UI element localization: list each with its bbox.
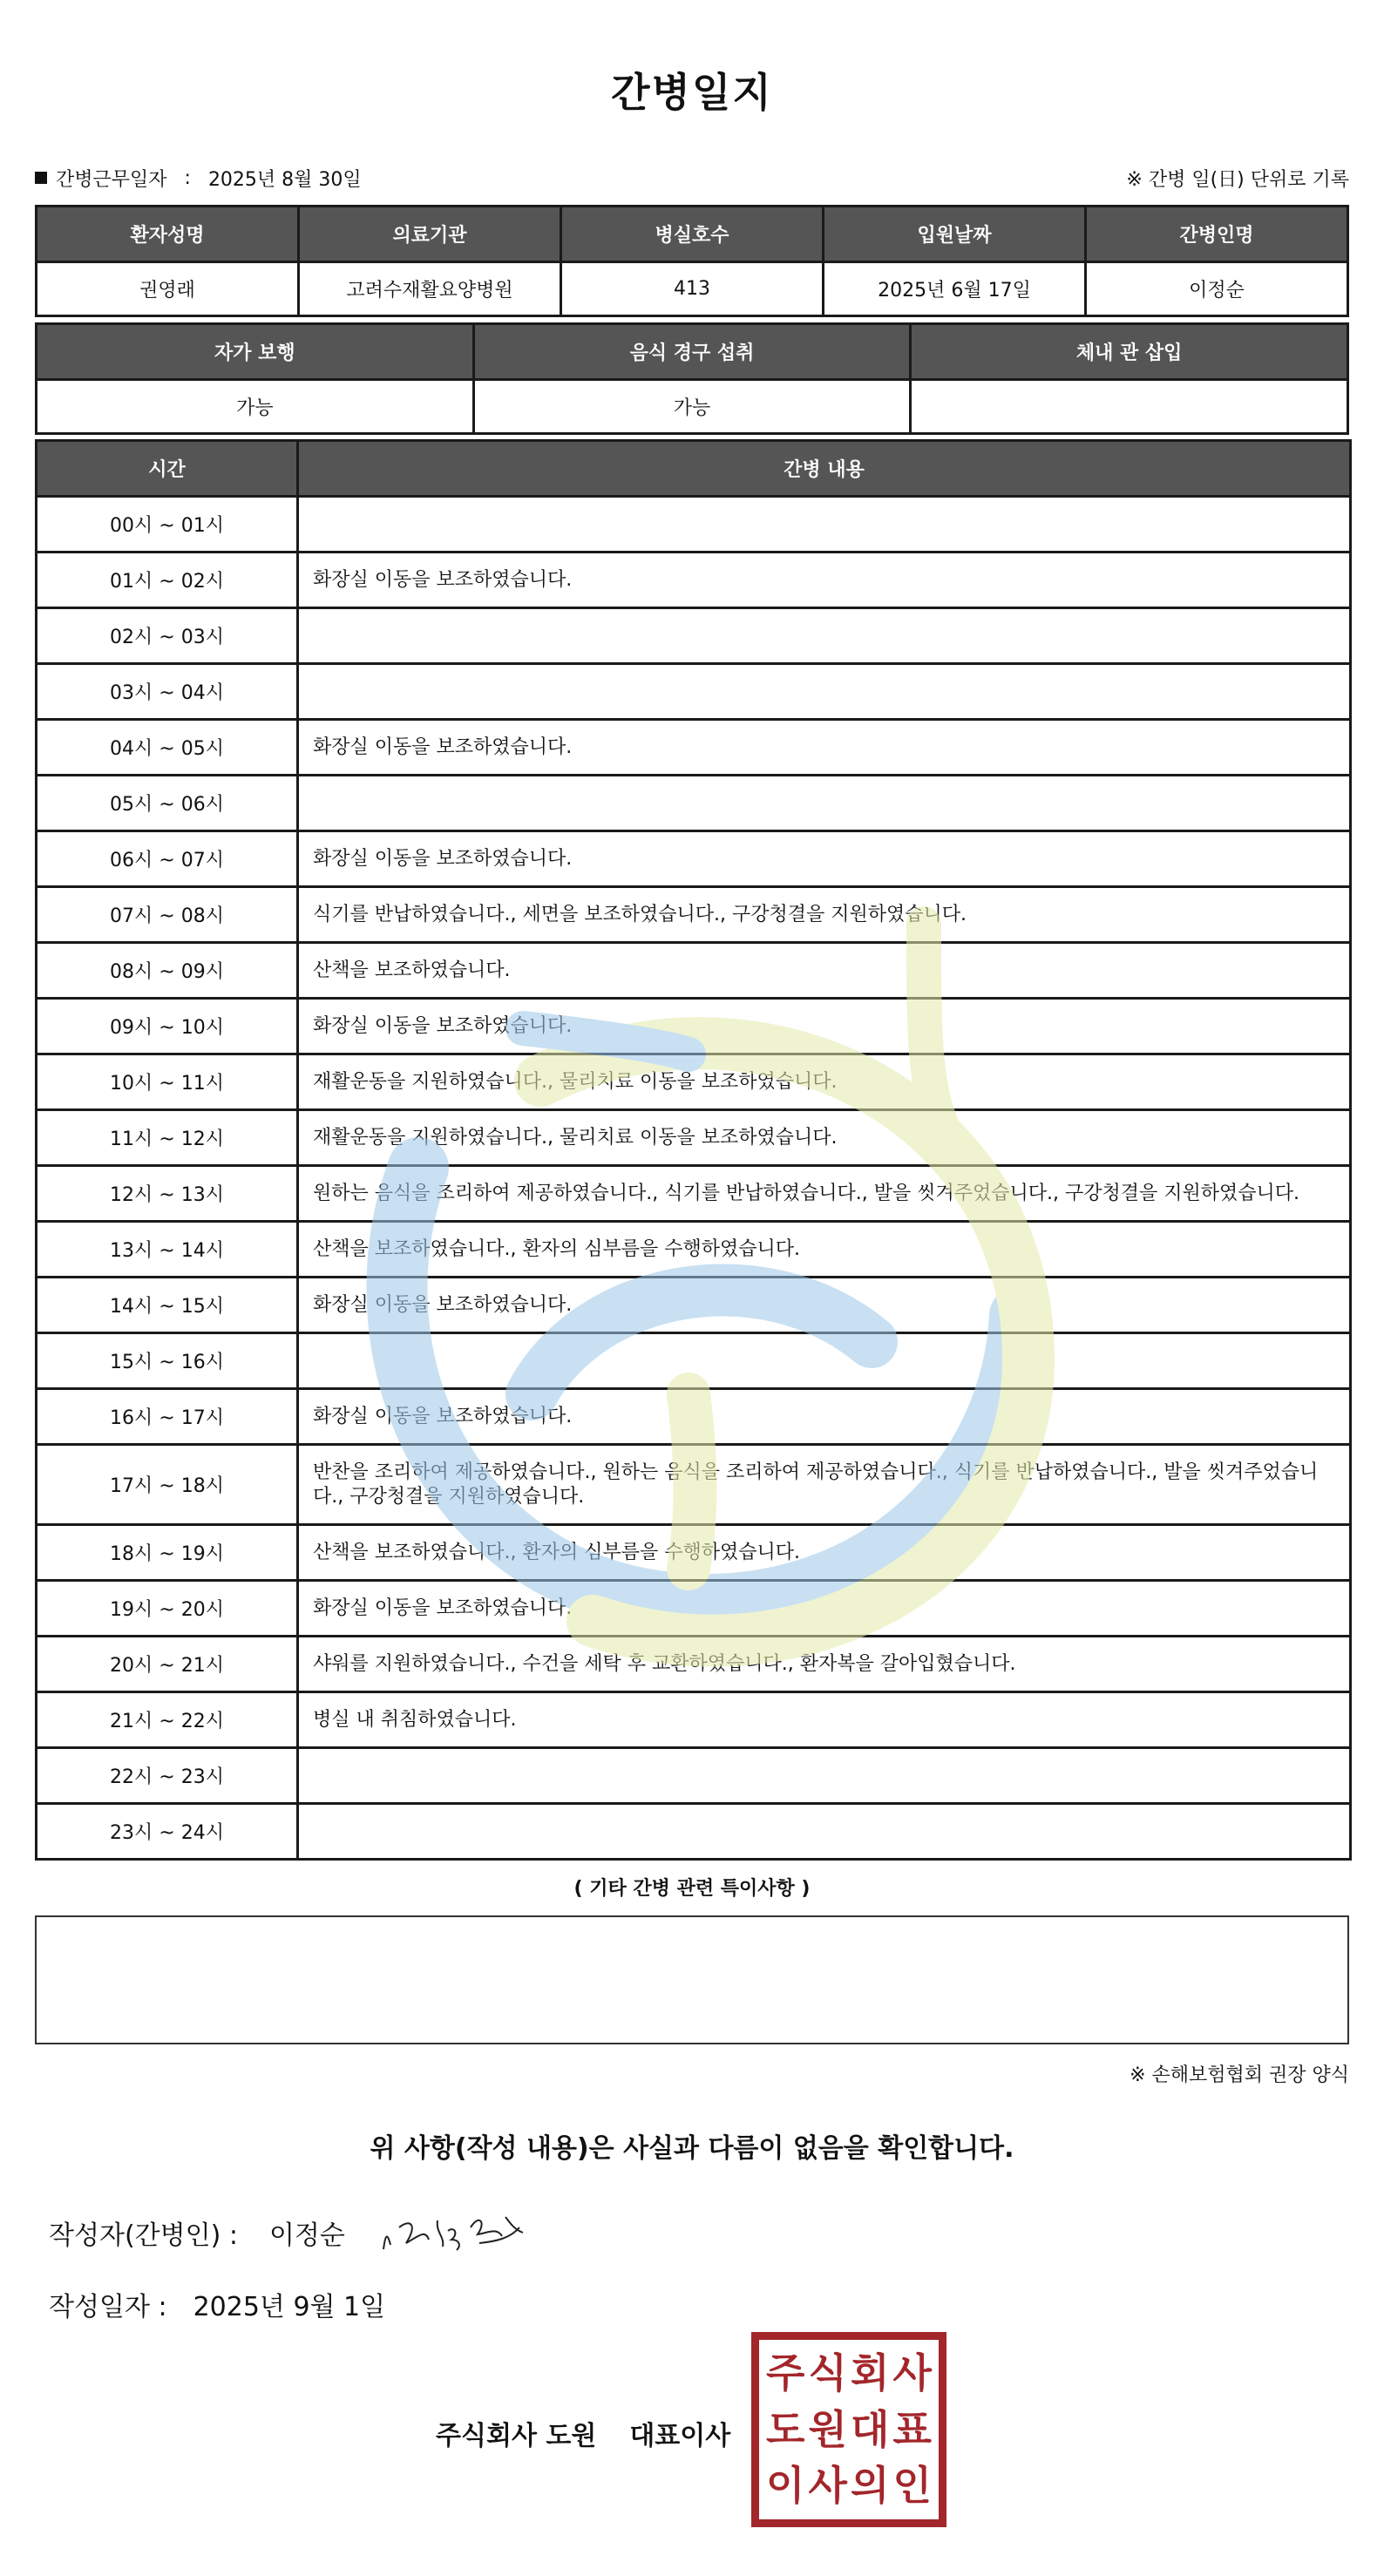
table-row: [37, 664, 1351, 720]
log-time: 05시 ~ 06시: [37, 776, 298, 831]
log-content: 반찬을 조리하여 제공하였습니다., 원하는 음식을 조리하여 제공하였습니다., 식기를 반납하였습니다., 발을 씻겨주었습니다., 구강청결을 지원하였습니다.: [298, 1445, 1351, 1525]
log-time: 09시 ~ 10시: [37, 999, 298, 1054]
log-time: 01시 ~ 02시: [37, 552, 298, 608]
company-name: 주식회사 도원: [436, 2421, 597, 2451]
log-time: 04시 ~ 05시: [37, 720, 298, 776]
log-time: 12시 ~ 13시: [37, 1166, 298, 1222]
document-title: 간병일지: [611, 69, 773, 116]
log-time: 17시 ~ 18시: [37, 1445, 298, 1525]
log-time: 18시 ~ 19시: [37, 1525, 298, 1581]
table-row: [37, 943, 1351, 999]
table-row: [37, 1278, 1351, 1333]
log-content: [298, 497, 1351, 552]
meta-row: [35, 160, 1349, 195]
admission-date: 2025년 6월 17일: [824, 262, 1086, 316]
log-content: 화장실 이동을 보조하였습니다.: [298, 999, 1351, 1054]
log-time: 16시 ~ 17시: [37, 1389, 298, 1445]
header-patient-name: 환자성명: [37, 207, 299, 262]
hospital-name: 고려수재활요양병원: [299, 262, 561, 316]
header-admission-date: 입원날짜: [824, 207, 1086, 262]
table-row: [37, 1445, 1351, 1525]
table-row: [37, 831, 1351, 887]
table-row: [37, 1637, 1351, 1692]
header-self-walking: 자가 보행: [37, 324, 474, 380]
patient-ability-table: [35, 322, 1349, 435]
log-content: 화장실 이동을 보조하였습니다.: [298, 1581, 1351, 1637]
self-walking-value: 가능: [37, 380, 474, 434]
oral-intake-value: 가능: [473, 380, 911, 434]
table-row: [37, 1333, 1351, 1389]
work-date-label: 간병근무일자: [56, 168, 167, 191]
header-caregiver-name: 간병인명: [1086, 207, 1348, 262]
log-time: 02시 ~ 03시: [37, 608, 298, 664]
log-content: 식기를 반납하였습니다., 세면을 보조하였습니다., 구강청결을 지원하였습니다.: [298, 887, 1351, 943]
ability-value-row: [37, 380, 1348, 434]
table-row: [37, 720, 1351, 776]
unit-note: ※ 간병 일(日) 단위로 기록: [1126, 168, 1349, 191]
log-content: 재활운동을 지원하였습니다., 물리치료 이동을 보조하였습니다.: [298, 1110, 1351, 1166]
writer-label: 작성자(간병인) :: [49, 2220, 238, 2251]
log-time: 23시 ~ 24시: [37, 1804, 298, 1860]
patient-info-value-row: [37, 262, 1348, 316]
patient-name: 권영래: [37, 262, 299, 316]
table-row: [37, 552, 1351, 608]
tube-insertion-value: [911, 380, 1348, 434]
log-content: 병실 내 취침하였습니다.: [298, 1692, 1351, 1748]
table-row: [37, 1166, 1351, 1222]
table-row: [37, 1804, 1351, 1860]
log-content: 화장실 이동을 보조하였습니다.: [298, 1278, 1351, 1333]
log-time: 15시 ~ 16시: [37, 1333, 298, 1389]
table-row: [37, 1692, 1351, 1748]
table-row: [37, 1581, 1351, 1637]
patient-info-table: [35, 205, 1349, 317]
written-date-value: 2025년 9월 1일: [193, 2292, 386, 2322]
room-number: 413: [561, 262, 824, 316]
table-row: [37, 497, 1351, 552]
log-time: 19시 ~ 20시: [37, 1581, 298, 1637]
handwritten-signature-icon: [375, 2201, 532, 2262]
seal-row: 도 원 대 표: [766, 2405, 932, 2453]
table-row: [37, 1748, 1351, 1804]
table-row: [37, 608, 1351, 664]
company-title: 대표이사: [629, 2421, 731, 2451]
log-content: 원하는 음식을 조리하여 제공하였습니다., 식기를 반납하였습니다., 발을 씻겨주었습니다., 구강청결을 지원하였습니다.: [298, 1166, 1351, 1222]
notes-box: [35, 1915, 1349, 2044]
table-row: [37, 776, 1351, 831]
log-content: 산책을 보조하였습니다., 환자의 심부름을 수행하였습니다.: [298, 1525, 1351, 1581]
log-time: 08시 ~ 09시: [37, 943, 298, 999]
header-time: 시간: [37, 441, 298, 497]
log-content: 재활운동을 지원하였습니다., 물리치료 이동을 보조하였습니다.: [298, 1054, 1351, 1110]
log-content: [298, 1804, 1351, 1860]
work-date-separator: :: [184, 166, 191, 189]
seal-row: 주 식 회 사: [766, 2349, 932, 2396]
log-content: 화장실 이동을 보조하였습니다.: [298, 552, 1351, 608]
log-content: 산책을 보조하였습니다.: [298, 943, 1351, 999]
log-time: 07시 ~ 08시: [37, 887, 298, 943]
header-room-number: 병실호수: [561, 207, 824, 262]
log-time: 00시 ~ 01시: [37, 497, 298, 552]
log-time: 11시 ~ 12시: [37, 1110, 298, 1166]
table-row: [37, 1525, 1351, 1581]
writer-name: 이정순: [268, 2220, 345, 2251]
table-row: [37, 1389, 1351, 1445]
log-time: 06시 ~ 07시: [37, 831, 298, 887]
work-date-group: [35, 165, 362, 192]
log-time: 10시 ~ 11시: [37, 1054, 298, 1110]
form-note: ※ 손해보험협회 권장 양식: [1130, 2064, 1349, 2086]
writer-row: [49, 2213, 345, 2252]
caregiver-name: 이정순: [1086, 262, 1348, 316]
log-content: 화장실 이동을 보조하였습니다.: [298, 1389, 1351, 1445]
notes-title: ( 기타 간병 관련 특이사항 ): [573, 1878, 811, 1900]
log-content: 화장실 이동을 보조하였습니다.: [298, 720, 1351, 776]
written-date-row: [49, 2285, 385, 2323]
log-content: 화장실 이동을 보조하였습니다.: [298, 831, 1351, 887]
header-oral-intake: 음식 경구 섭취: [473, 324, 911, 380]
table-row: [37, 887, 1351, 943]
company-block: [436, 2414, 730, 2452]
log-time: 20시 ~ 21시: [37, 1637, 298, 1692]
care-log-header-row: [37, 441, 1351, 497]
company-seal-stamp: [751, 2332, 946, 2527]
patient-info-header-row: [37, 207, 1348, 262]
table-row: [37, 1110, 1351, 1166]
log-content: [298, 664, 1351, 720]
care-log-table: [35, 439, 1352, 1861]
table-row: [37, 1222, 1351, 1278]
log-content: 산책을 보조하였습니다., 환자의 심부름을 수행하였습니다.: [298, 1222, 1351, 1278]
log-content: [298, 1748, 1351, 1804]
seal-row: 이 사 의 인: [766, 2462, 932, 2510]
header-hospital: 의료기관: [299, 207, 561, 262]
table-row: [37, 1054, 1351, 1110]
square-bullet-icon: [35, 172, 47, 184]
log-time: 13시 ~ 14시: [37, 1222, 298, 1278]
log-content: [298, 1333, 1351, 1389]
ability-header-row: [37, 324, 1348, 380]
written-date-label: 작성일자 :: [49, 2292, 167, 2322]
log-content: [298, 776, 1351, 831]
header-tube-insertion: 체내 관 삽입: [911, 324, 1348, 380]
header-care-content: 간병 내용: [298, 441, 1351, 497]
log-time: 22시 ~ 23시: [37, 1748, 298, 1804]
log-time: 03시 ~ 04시: [37, 664, 298, 720]
table-row: [37, 999, 1351, 1054]
log-time: 14시 ~ 15시: [37, 1278, 298, 1333]
log-content: [298, 608, 1351, 664]
log-content: 샤워를 지원하였습니다., 수건을 세탁 후 교환하였습니다., 환자복을 갈아입혔습니다.: [298, 1637, 1351, 1692]
log-time: 21시 ~ 22시: [37, 1692, 298, 1748]
confirmation-statement: 위 사항(작성 내용)은 사실과 다름이 없음을 확인합니다.: [370, 2133, 1014, 2164]
work-date-value: 2025년 8월 30일: [207, 168, 362, 191]
